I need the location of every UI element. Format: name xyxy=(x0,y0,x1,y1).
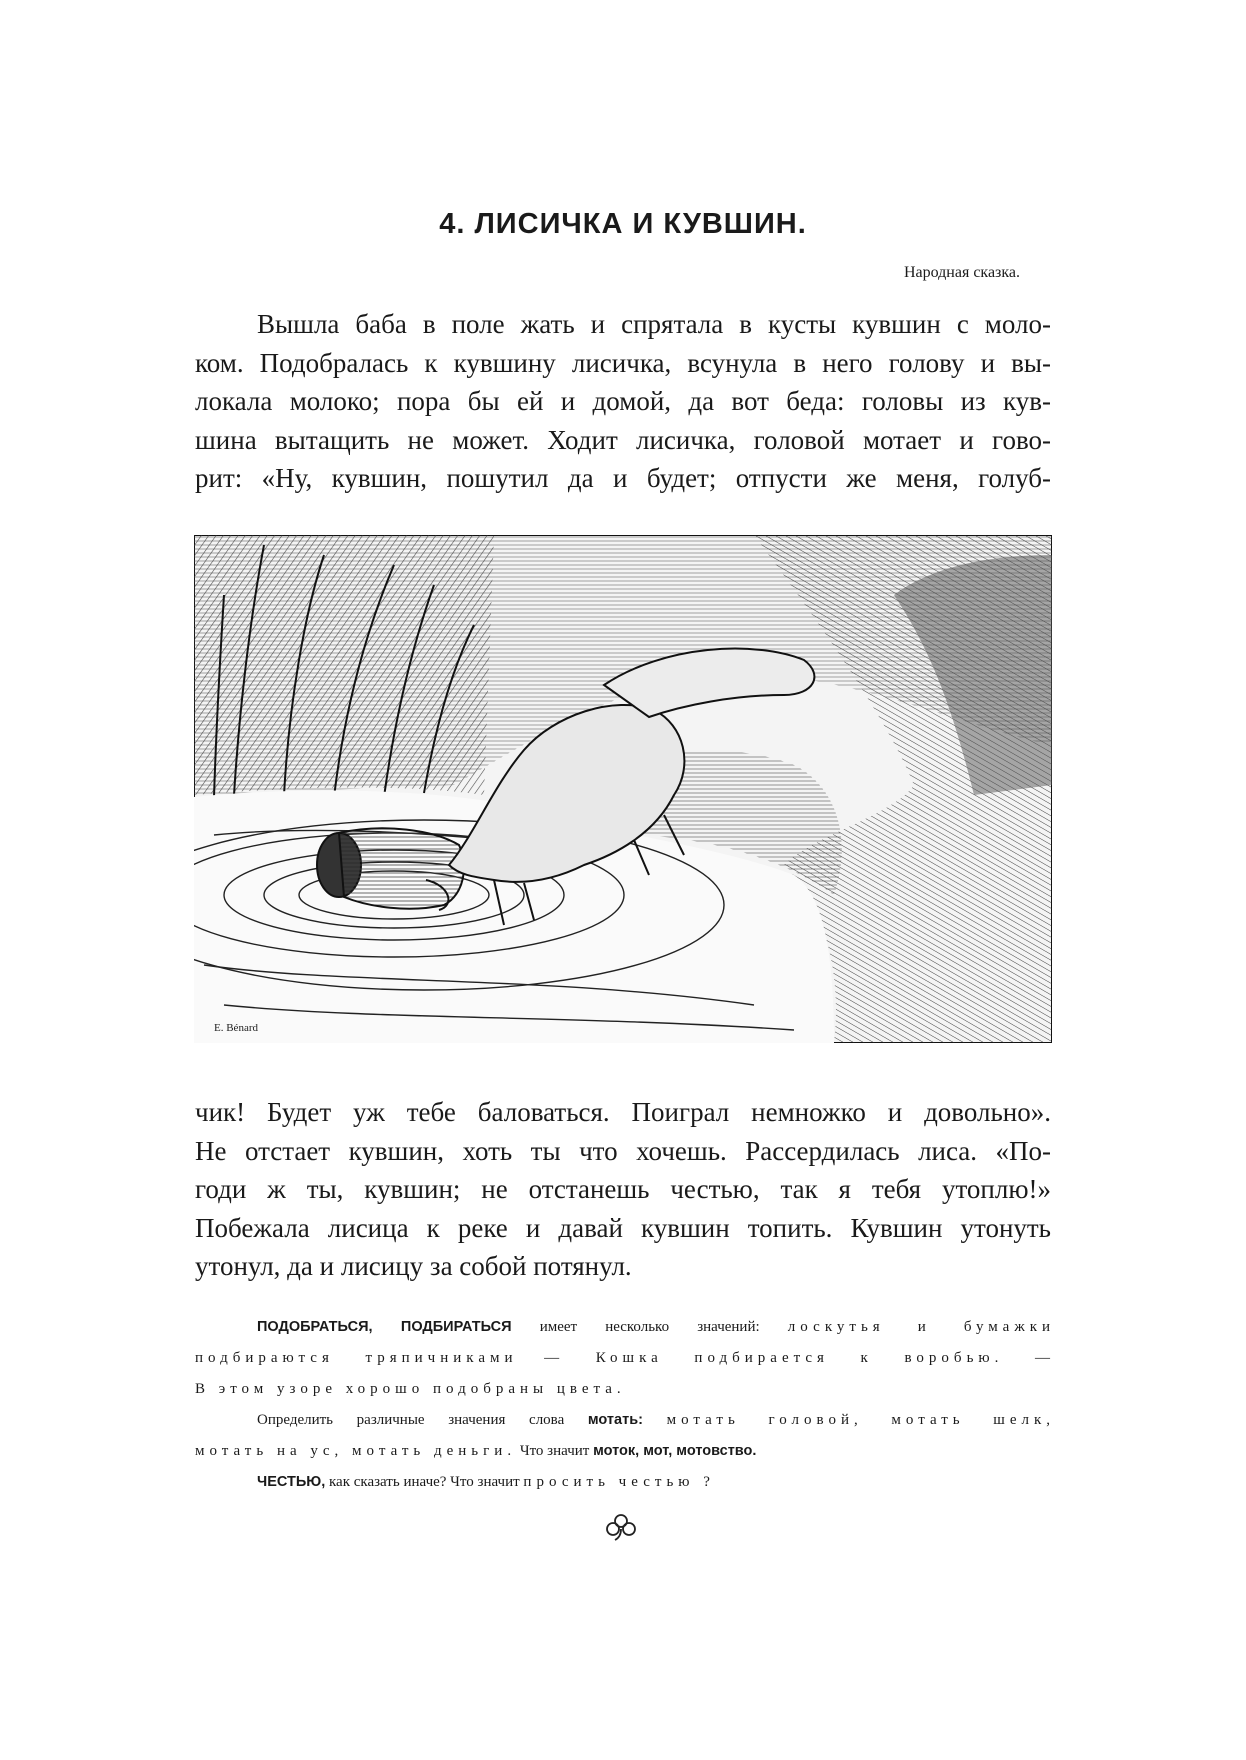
text-line: Побежала лисица к реке и давай кувшин топить. Кувшин утонуть xyxy=(195,1212,1051,1243)
note-text: Что значит xyxy=(519,1443,590,1459)
text-line: ком. Подобралась к кувшину лисичка, всунула в него голову и вы- xyxy=(195,347,1051,378)
page-title: 4. ЛИСИЧКА И КУВШИН. xyxy=(439,208,807,240)
text-line: чик! Будет уж тебе баловаться. Поиграл немножко и довольно». xyxy=(195,1097,1051,1127)
text-line: утонул, да и лисицу за собой потянул. xyxy=(195,1251,632,1281)
note-example: подбираются тряпичниками xyxy=(195,1350,518,1366)
note-term: ПОДОБРАТЬСЯ, ПОДБИРАТЬСЯ xyxy=(257,1319,512,1335)
note-text: имеет несколько значений: xyxy=(539,1319,760,1335)
text-line: шина вытащить не может. Ходит лисичка, головой мотает и гово- xyxy=(195,424,1051,455)
text-line: Не отстает кувшин, хоть ты что хочешь. Рассердилась лиса. «По- xyxy=(195,1135,1051,1166)
note-line xyxy=(195,1312,1055,1343)
story-paragraph-1 xyxy=(195,305,1051,498)
vocabulary-notes xyxy=(195,1312,1055,1498)
note-line xyxy=(195,1436,1055,1467)
note-line: В этом узоре хорошо подобраны цвета. xyxy=(195,1381,626,1397)
note-term: моток, мот, мотовство. xyxy=(593,1443,757,1459)
note-text: Определить различные значения слова xyxy=(257,1412,565,1428)
fox-and-jug-engraving xyxy=(194,535,1052,1043)
text-line: локала молоко; пора бы ей и домой, да вот беда: головы из кув- xyxy=(195,386,1051,416)
illustration-signature: E. Bénard xyxy=(214,1022,258,1034)
text-line: Вышла баба в поле жать и спрятала в кусты кувшин с моло- xyxy=(257,309,1051,339)
text-line: годи ж ты, кувшин; не отстанешь честью, так я тебя утоплю!» xyxy=(195,1174,1051,1204)
note-example: мотать головой, мотать шелк, xyxy=(666,1412,1055,1428)
note-example: просить честью ? xyxy=(523,1474,715,1490)
note-example: мотать на ус, мотать деньги. xyxy=(195,1443,517,1459)
story-subtitle: Народная сказка. xyxy=(903,264,1020,281)
note-example: лоскутья и бумажки xyxy=(787,1319,1055,1335)
note-term: ЧЕСТЬЮ, xyxy=(257,1474,326,1490)
note-line xyxy=(195,1343,1055,1374)
note-text: — Кошка подбирается к воробью. — xyxy=(544,1350,1055,1366)
note-text: как сказать иначе? Что значит xyxy=(328,1474,520,1490)
story-paragraph-2 xyxy=(195,1093,1051,1286)
clover-ornament-icon xyxy=(603,1512,639,1542)
note-line xyxy=(195,1405,1055,1436)
note-line xyxy=(195,1467,1055,1498)
note-term: мотать: xyxy=(587,1412,643,1428)
text-line: рит: «Ну, кувшин, пошутил да и будет; отпусти же меня, голуб- xyxy=(195,463,1051,493)
